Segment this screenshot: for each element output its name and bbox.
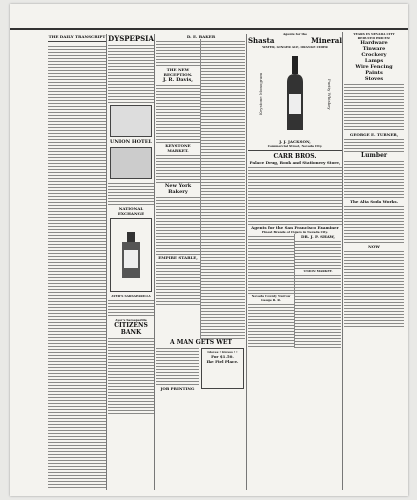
empire-heading: EMPIRE STABLE,: [158, 255, 198, 260]
jackson-heading: J. J. JACKSON,: [279, 139, 311, 144]
gloves-heading: Gloves ! Gloves ! !: [207, 350, 238, 354]
citizens-bank-text: [108, 336, 154, 416]
union-hotel-heading: UNION HOTEL: [109, 139, 153, 145]
empire-text: [156, 260, 200, 305]
masthead-rule: [10, 28, 408, 30]
alta-heading: The Alta Soda Works.: [350, 199, 398, 204]
carr-heading: CARR BROS.: [273, 153, 317, 160]
lumber-heading: Lumber: [360, 152, 388, 159]
stoves-heading: Stoves: [364, 76, 384, 82]
union-market-text: [295, 273, 341, 348]
ayer-ad: [110, 218, 152, 292]
ayer-text: [108, 298, 154, 318]
alta-text: [344, 204, 404, 244]
union-market-heading: UNION MARKET.: [303, 269, 333, 273]
ike-fiel-text: Ike Fiel Place.: [206, 359, 239, 364]
man-gets-wet-heading: A MAN GETS WET: [170, 339, 232, 346]
column-3-right-text: [201, 39, 245, 339]
crockery-heading: Crockery: [361, 52, 387, 58]
palace-heading: Palace Drug, Book and Stationery Store,: [249, 160, 341, 165]
years-heading: YEARS IN NEVADA CITY: [353, 32, 395, 36]
gloves-ad: [201, 348, 244, 389]
davis-text: [156, 83, 200, 143]
ayer-caption: Ayer's Sarsaparilla: [115, 318, 147, 322]
union-hotel-image: [110, 147, 152, 179]
job-printing-heading: JOB PRINTING: [160, 386, 195, 391]
whiskey-bottle-icon: [283, 54, 307, 134]
purity-vertical-text: Purity Whiskey: [327, 78, 332, 110]
railroad-text: [248, 302, 294, 347]
tinware-heading: Tinware: [362, 46, 386, 52]
bottle-icon: [118, 230, 144, 280]
column-1: [48, 34, 107, 490]
column-2: [108, 34, 155, 490]
baker-heading: D. E. BAKER: [186, 34, 216, 39]
shaw-text: [295, 239, 341, 269]
keystone-vertical-text: Keystone Monogram: [258, 73, 263, 115]
paper-title: THE DAILY TRANSCRIPT: [48, 34, 106, 39]
price-text: For $1.50.: [211, 354, 234, 359]
turner-text: [344, 137, 404, 152]
water-text: WATER, GINGER ALE, ORANGE CIDER: [262, 45, 328, 49]
baker-text: [156, 39, 200, 67]
column-1-text: [48, 44, 106, 490]
davis-heading: J. R. Davis,: [162, 77, 194, 83]
shasta-heading: Shasta: [248, 36, 275, 45]
ayer-heading: AYER'S SARSAPARILLA: [111, 294, 151, 298]
reduced-heading: REDUCED PRICES!: [357, 36, 391, 40]
lamps-heading: Lamps: [364, 58, 384, 64]
shaw-heading: DR. J. P. SHAW,: [301, 234, 335, 239]
newspaper-page: [10, 4, 408, 496]
column-3: [156, 34, 247, 490]
wire-heading: Wire Fencing: [355, 64, 393, 70]
bakery-text: [156, 195, 200, 255]
address-text: Commercial Street, Nevada City.: [267, 144, 323, 148]
bakery-heading: New York Bakery: [164, 183, 192, 195]
column-4: [248, 32, 343, 490]
union-hotel-text: [108, 181, 154, 206]
column-4-left-text: [248, 234, 294, 294]
lumber-text: [344, 159, 404, 199]
cigars-text: Finest Brands of Cigars in Nevada City.: [262, 230, 328, 234]
national-exchange-heading: NATIONAL EXCHANGE: [117, 206, 145, 216]
hardware-heading: Hardware: [360, 40, 388, 46]
keystone-market-text: [156, 153, 200, 183]
now-text: [344, 249, 404, 329]
palace-text: [248, 165, 342, 225]
turner-heading: GEORGE E. TURNER,: [349, 132, 399, 137]
keystone-market-heading: KEYSTONE MARKET.: [165, 143, 191, 153]
dyspepsia-illustration: [110, 105, 152, 137]
reception-heading: THE NEW RECEPTION.: [163, 67, 193, 77]
column-5: [344, 32, 404, 490]
mineral-heading: Mineral: [311, 36, 342, 45]
agents-sf-text: Agents for the San Francisco Examiner: [251, 225, 339, 230]
now-heading: NOW: [368, 244, 380, 249]
stoves-text: [344, 82, 404, 132]
dyspepsia-text: [108, 43, 154, 103]
dyspepsia-heading: DYSPEPSIA: [108, 34, 154, 43]
paints-heading: Paints: [365, 70, 383, 76]
man-gets-wet-text: [156, 346, 199, 386]
citizens-bank-heading: CITIZENS BANK: [114, 322, 148, 336]
agents-label: Agents for the: [282, 32, 308, 36]
railroad-heading: Nevada County Narrow Gauge R. R.: [251, 294, 291, 302]
